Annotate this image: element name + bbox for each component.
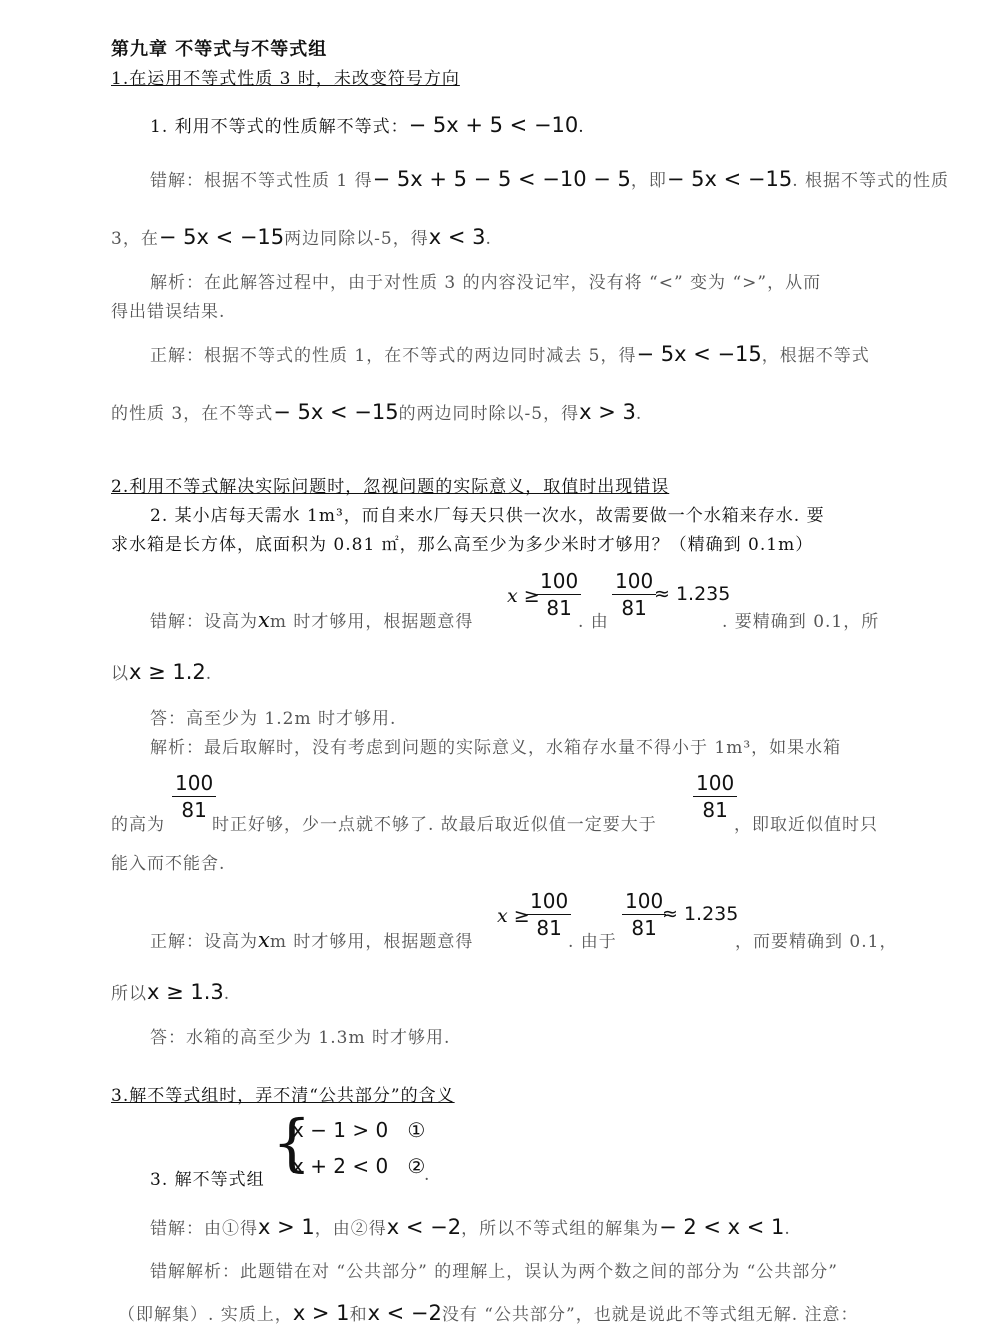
s2-problem-line2: 求水箱是长方体，底面积为 0.81 ㎡，那么高至少为多少米时才够用？（精确到 0.1m） — [111, 535, 814, 555]
s1-correct-line2: 的性质 3，在不等式− 5x < −15的两边同时除以-5，得x > 3. — [111, 400, 643, 424]
s1-wrong-line1: 错解：根据不等式性质 1 得− 5x + 5 − 5 < −10 − 5，即− 5x < −15. 根据不等式的性质 — [150, 167, 950, 191]
s2-analysis-line2b: 时正好够，少一点就不够了. 故最后取近似值一定要大于 — [212, 815, 657, 835]
s2-wrong-frac2: $\frac{100}{81}$ — [612, 568, 656, 621]
s3-analysis-line1: 错解解析：此题错在对 “公共部分” 的理解上，误认为两个数之间的部分为 “公共部分” — [150, 1262, 838, 1282]
s2-correct-line2: 所以x ≥ 1.3. — [111, 980, 231, 1004]
s2-correct-approx: ≈ 1.235 — [662, 903, 739, 925]
s1-problem: 1. 利用不等式的性质解不等式：− 5x + 5 < −10. — [150, 113, 585, 137]
section-1-heading: 1.在运用不等式性质 3 时，未改变符号方向 — [111, 69, 460, 89]
s2-wrong-frac: $\frac{100}{81}$ — [537, 568, 581, 621]
s3-wrong-line: 错解：由①得x > 1，由②得x < −2，所以不等式组的解集为− 2 < x < 1. — [150, 1215, 791, 1239]
s2-wrong-line2: 以x ≥ 1.2. — [111, 660, 213, 684]
s2-correct-tail: ，而要精确到 0.1， — [735, 932, 898, 952]
s2-problem-line1: 2. 某小店每天需水 1m³，而自来水厂每天只供一次水，故需要做一个水箱来存水. 要 — [150, 506, 825, 526]
s2-wrong-tail: . 要精确到 0.1，所 — [722, 612, 880, 632]
section-3-heading: 3.解不等式组时，弄不清“公共部分”的含义 — [111, 1086, 455, 1106]
s2-answer-correct: 答：水箱的高至少为 1.3m 时才够用. — [150, 1028, 451, 1048]
s2-correct-youyu: . 由于 — [568, 932, 617, 952]
s1-wrong-line2: 3，在− 5x < −15两边同除以-5，得x < 3. — [111, 225, 492, 249]
s2-analysis-line3: 能入而不能舍. — [111, 854, 226, 874]
s3-ineq2: x + 2 < 0 ② — [292, 1154, 426, 1178]
s1-problem-math: − 5x + 5 < −10 — [408, 113, 579, 137]
s1-correct-line1: 正解：根据不等式的性质 1，在不等式的两边同时减去 5，得− 5x < −15，根据不等式 — [150, 342, 870, 366]
s1-analysis-line2: 得出错误结果. — [111, 302, 226, 322]
s2-analysis-line2c: ，即取近似值时只 — [734, 815, 878, 835]
s2-correct-geq: x ≥ — [497, 905, 530, 927]
s3-problem-dot: . — [424, 1165, 431, 1185]
s2-analysis-line1: 解析：最后取解时，没有考虑到问题的实际意义，水箱存水量不得小于 1m³，如果水箱 — [150, 738, 842, 758]
s2-analysis-line2a: 的高为 — [111, 815, 165, 835]
s3-analysis-line2: （即解集）. 实质上，x > 1和x < −2没有 “公共部分”，也就是说此不等式组无解. 注意： — [118, 1301, 859, 1325]
s2-correct-line1: 正解：设高为xm 时才够用，根据题意得 — [150, 928, 474, 952]
s1-analysis-line1: 解析：在此解答过程中，由于对性质 3 的内容没记牢，没有将 “<” 变为 “>”，从而 — [150, 273, 822, 293]
s2-answer-wrong: 答：高至少为 1.2m 时才够用. — [150, 709, 397, 729]
s3-ineq1: x − 1 > 0 ① — [292, 1118, 426, 1142]
s3-brace: { — [272, 1106, 312, 1179]
s2-wrong-line1: 错解：设高为xm 时才够用，根据题意得 — [150, 608, 474, 632]
s2-analysis-frac1: $\frac{100}{81}$ — [172, 770, 216, 823]
s2-wrong-you: . 由 — [578, 612, 609, 632]
s2-wrong-approx: ≈ 1.235 — [654, 583, 731, 605]
s2-wrong-geq: x ≥ — [507, 585, 540, 607]
s2-correct-frac2: $\frac{100}{81}$ — [622, 888, 666, 941]
chapter-title: 第九章 不等式与不等式组 — [111, 39, 328, 60]
s3-problem: 3. 解不等式组 — [150, 1170, 265, 1190]
s2-correct-frac: $\frac{100}{81}$ — [527, 888, 571, 941]
section-2-heading: 2.利用不等式解决实际问题时，忽视问题的实际意义，取值时出现错误 — [111, 477, 670, 497]
s2-analysis-frac2: $\frac{100}{81}$ — [693, 770, 737, 823]
